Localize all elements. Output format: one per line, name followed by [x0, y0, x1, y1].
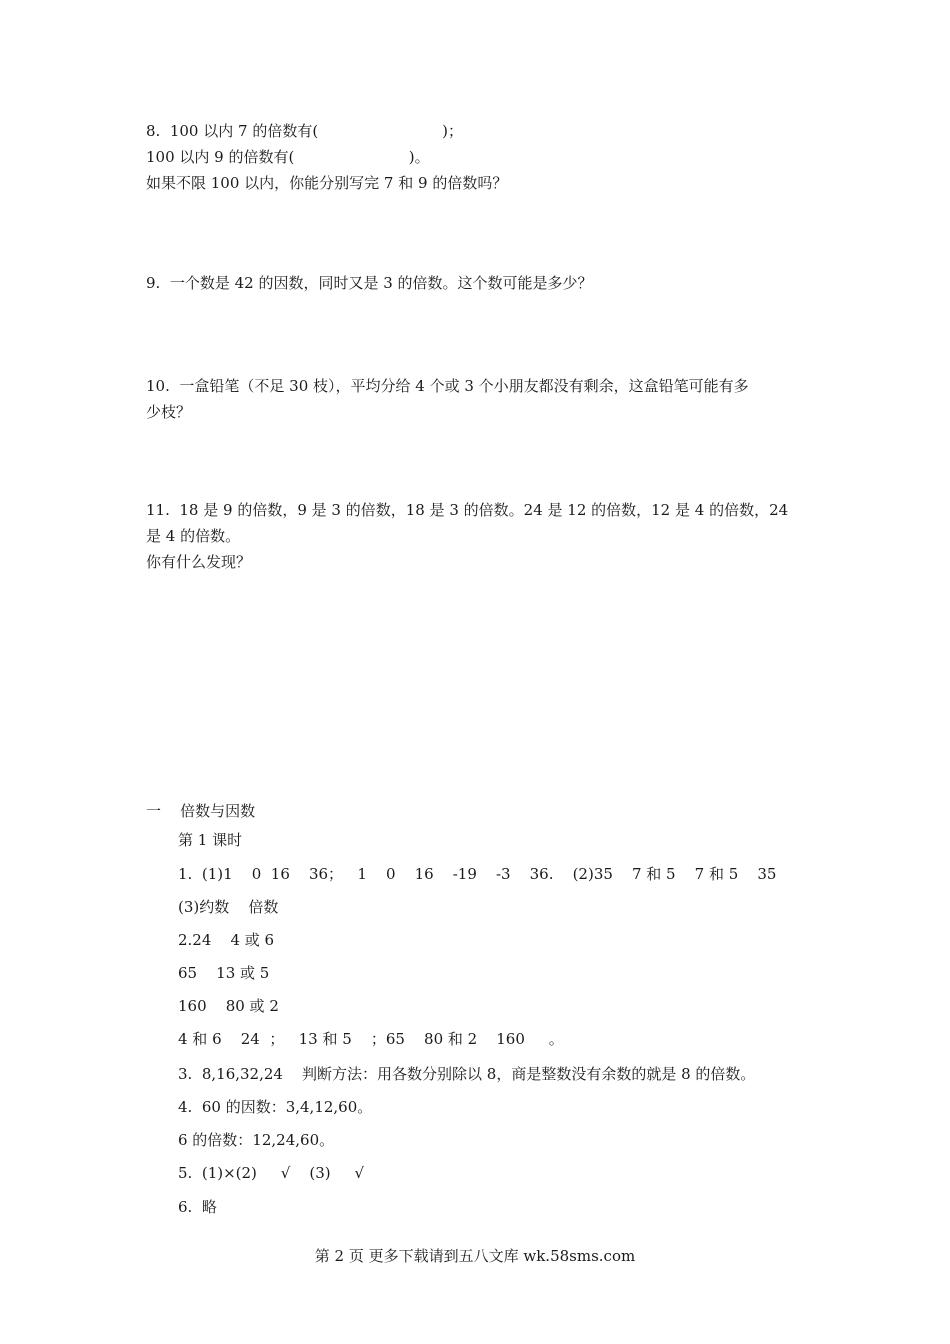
question-9: 9. 一个数是 42 的因数，同时又是 3 的倍数。这个数可能是多少？ [146, 274, 593, 292]
question-8-line-2: 100 以内 9 的倍数有( )。 [146, 148, 430, 166]
answer-line: 65 13 或 5 [178, 964, 270, 982]
answer-line: 6 的倍数：12,24,60。 [178, 1131, 335, 1149]
question-11-line-3: 你有什么发现？ [146, 553, 252, 571]
answer-line: 1. (1)1 0 16 36； 1 0 16 -19 -3 36. (2)35 7 和 5 7 和 5 35 [178, 865, 777, 883]
answer-section-title: 一 倍数与因数 [146, 802, 256, 820]
question-8-line-3: 如果不限 100 以内，你能分别写完 7 和 9 的倍数吗？ [146, 174, 508, 192]
question-10-line-1: 10. 一盒铅笔（不足 30 枝），平均分给 4 个或 3 个小朋友都没有剩余，这盒铅笔可能有多 [146, 377, 749, 395]
answer-line: 4. 60 的因数：3,4,12,60。 [178, 1098, 373, 1116]
page-footer: 第 2 页 更多下载请到五八文库 wk.58sms.com [314, 1247, 636, 1265]
answer-line: 2.24 4 或 6 [178, 931, 275, 949]
answer-line: (3)约数 倍数 [178, 898, 279, 916]
question-11-line-1: 11. 18 是 9 的倍数，9 是 3 的倍数，18 是 3 的倍数。24 是 12 的倍数，12 是 4 的倍数，24 [146, 501, 789, 519]
answer-line: 3. 8,16,32,24 判断方法：用各数分别除以 8，商是整数没有余数的就是 8 的倍数。 [178, 1065, 756, 1083]
answer-line: 第 1 课时 [178, 831, 243, 849]
question-11-line-2: 是 4 的倍数。 [146, 527, 241, 545]
question-10-line-2: 少枝？ [146, 403, 192, 421]
answer-line: 4 和 6 24 ； 13 和 5 ；65 80 和 2 160 。 [178, 1030, 564, 1048]
answer-line: 6. 略 [178, 1198, 217, 1216]
answer-line: 5. (1)×(2) √ (3) √ [178, 1164, 365, 1182]
answer-line: 160 80 或 2 [178, 997, 279, 1015]
question-8-line-1: 8. 100 以内 7 的倍数有( )； [146, 122, 464, 140]
